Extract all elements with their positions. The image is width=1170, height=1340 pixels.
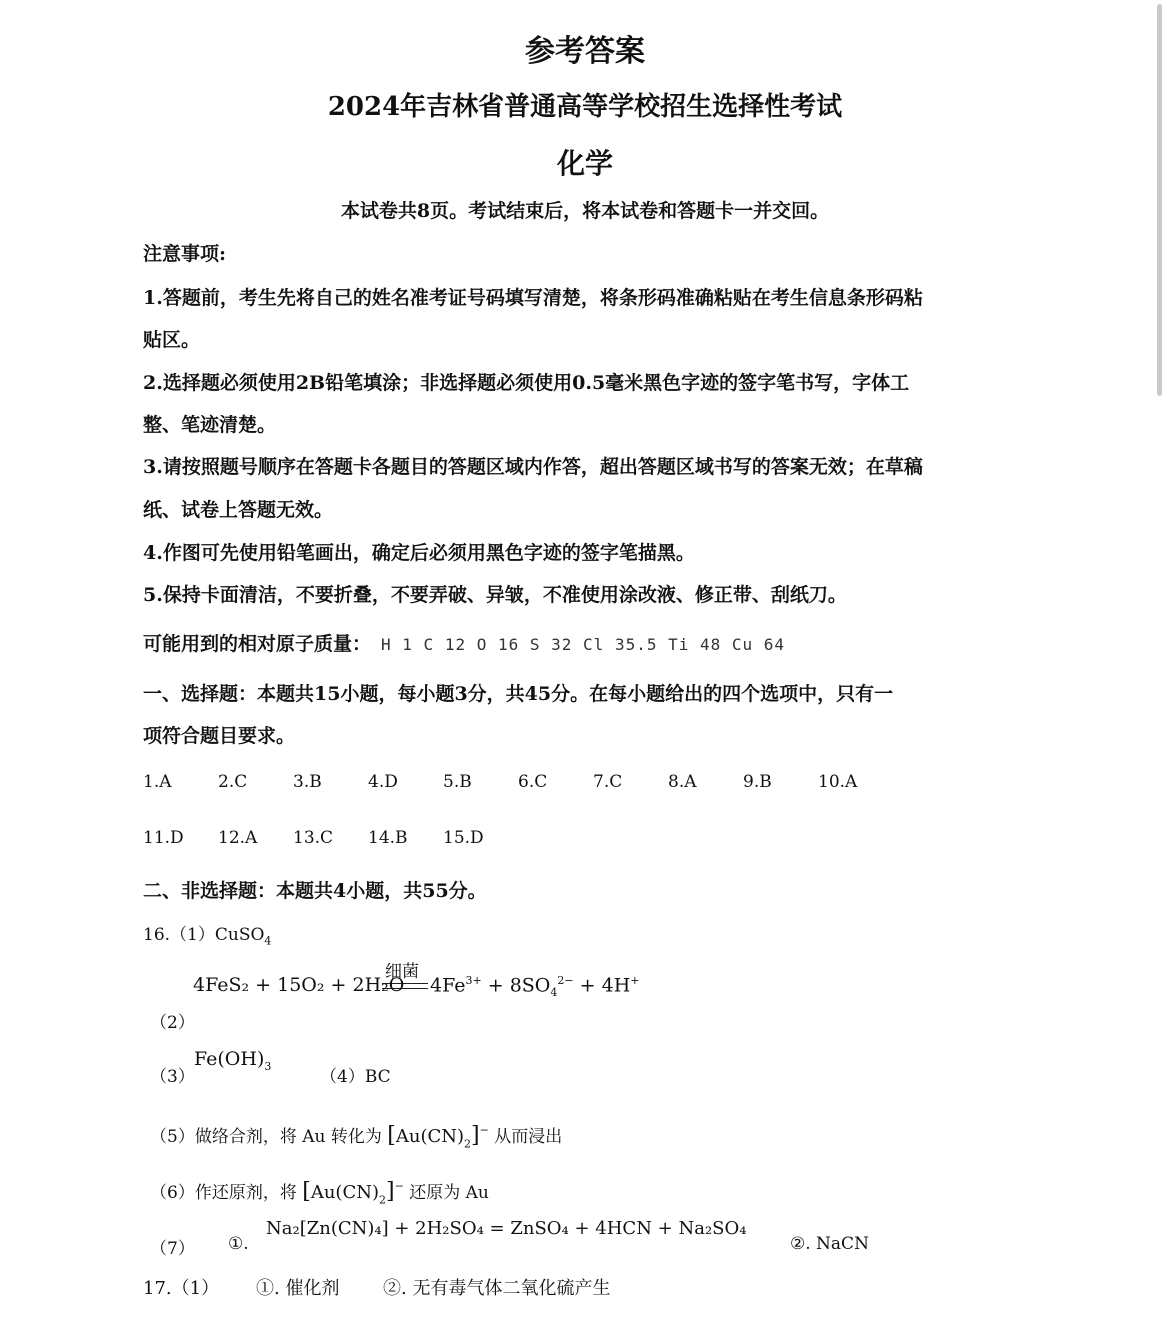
note-4: 4.作图可先使用铅笔画出，确定后必须用黑色字迹的签字笔描黑。 <box>143 542 695 564</box>
q17-label: 17.（1） <box>143 1278 220 1299</box>
answer-item: 3.B <box>293 772 322 792</box>
q16-p6-complex-sub: 2 <box>379 1193 386 1207</box>
note-1a: 1.答题前，考生先将自己的姓名准考证号码填写清楚，将条形码准确粘贴在考生信息条形码粘 <box>143 287 923 309</box>
q16-p5 <box>150 1122 562 1150</box>
q16-p6 <box>150 1178 489 1206</box>
note-5: 5.保持卡面清洁，不要折叠，不要弄破、异皱，不准使用涂改液、修正带、刮纸刀。 <box>143 584 847 606</box>
answer-item: 15.D <box>443 828 484 848</box>
eq2-rhs <box>430 974 640 999</box>
answer-item: 8.A <box>668 772 697 792</box>
q16-a1-sub: 4 <box>264 934 272 948</box>
notes-title: 注意事项: <box>143 243 227 265</box>
section1-title-a: 一、选择题：本题共15小题，每小题3分，共45分。在每小题给出的四个选项中，只有一 <box>143 683 894 705</box>
atomic-mass-label: 可能用到的相对原子质量： <box>143 633 372 655</box>
q16-label: 16.（1） <box>143 925 215 945</box>
q16-p7-ii: ②. NaCN <box>790 1234 869 1254</box>
note-3a: 3.请按照题号顺序在答题卡各题目的答题区域内作答，超出答题区域书写的答案无效；在草稿 <box>143 456 923 478</box>
q16-p5-complex-text: Au(CN) <box>395 1126 465 1147</box>
q16-eq7: Na₂[Zn(CN)₄] + 2H₂SO₄ = ZnSO₄ + 4HCN + Na₂SO₄ <box>266 1218 747 1239</box>
eq2-so4: + 8SO <box>481 974 551 997</box>
note-2a: 2.选择题必须使用2B铅笔填涂；非选择题必须使用0.5毫米黑色字迹的签字笔书写，字体工 <box>143 372 910 394</box>
eq2-fe: 4Fe <box>430 974 466 997</box>
section2-title: 二、非选择题：本题共4小题，共55分。 <box>143 880 487 902</box>
q16-p6-post: 还原为 Au <box>409 1183 489 1203</box>
page-title: 参考答案 <box>525 34 645 69</box>
exam-info: 本试卷共8页。考试结束后，将本试卷和答题卡一并交回。 <box>340 200 830 222</box>
q16-p7-i: ①. <box>228 1234 249 1254</box>
eq2-so4-sub: 4 <box>550 986 558 1000</box>
q16-p6-complex-charge: − <box>394 1179 404 1193</box>
answer-item: 14.B <box>368 828 408 848</box>
exam-title: 2024年吉林省普通高等学校招生选择性考试 <box>327 92 843 122</box>
answer-item: 12.A <box>218 828 258 848</box>
q16-a3-sub: 3 <box>264 1059 272 1073</box>
q16-p5-pre: （5）做络合剂，将 Au 转化为 <box>150 1127 382 1147</box>
eq2-lhs: 4FeS₂ + 15O₂ + 2H₂O <box>193 974 405 996</box>
atomic-mass-line <box>143 629 785 656</box>
note-1b: 贴区。 <box>143 329 201 351</box>
q16-a1: CuSO <box>214 925 265 945</box>
q16-p5-complex-sub: 2 <box>464 1137 472 1151</box>
answer-item: 7.C <box>593 772 623 792</box>
q16-p5-complex-charge: − <box>479 1123 489 1137</box>
q16-p5-complex: $[Au(CN)_2]^-$ <box>387 1123 489 1151</box>
eq2-so4-charge: 2− <box>557 974 574 987</box>
answer-item: 13.C <box>293 828 334 848</box>
subject-title: 化学 <box>556 147 613 180</box>
q16-p2: （2） <box>150 1013 195 1033</box>
note-3b: 纸、试卷上答题无效。 <box>143 499 334 521</box>
q16-p5-post: 从而浸出 <box>494 1127 563 1147</box>
atomic-mass-values: H 1 C 12 O 16 S 32 Cl 35.5 Ti 48 Cu 64 <box>381 635 786 654</box>
q17-i: ①. 催化剂 <box>256 1278 340 1299</box>
eq2-h-charge: + <box>630 974 640 987</box>
answer-item: 11.D <box>143 828 184 848</box>
eq2-fe-charge: 3+ <box>465 974 482 987</box>
answer-item: 4.D <box>368 772 398 792</box>
note-2b: 整、笔迹清楚。 <box>143 414 277 436</box>
answer-item: 2.C <box>218 772 248 792</box>
section1-title-b: 项符合题目要求。 <box>143 725 296 747</box>
answer-item: 6.C <box>518 772 548 792</box>
answer-item: 10.A <box>818 772 858 792</box>
q17-ii: ②. 无有毒气体二氧化硫产生 <box>383 1278 611 1299</box>
answer-item: 1.A <box>143 772 172 792</box>
q16-p7: （7） <box>150 1239 195 1259</box>
eq2-condition: 细菌 <box>385 962 419 982</box>
eq2-h: + 4H <box>573 974 631 997</box>
q16-a3-text: Fe(OH) <box>194 1048 265 1070</box>
q16-p6-complex-text: Au(CN) <box>310 1182 379 1203</box>
q16-part1 <box>143 920 271 947</box>
answer-item: 9.B <box>743 772 772 792</box>
q16-p3: （3） <box>150 1067 195 1087</box>
q16-p4: （4）BC <box>320 1067 391 1087</box>
answer-item: 5.B <box>443 772 472 792</box>
q16-p6-complex: $[Au(CN)_2]^-$ <box>302 1179 404 1207</box>
q16-p6-pre: （6）作还原剂，将 <box>150 1183 297 1203</box>
q16-a3 <box>194 1048 271 1073</box>
